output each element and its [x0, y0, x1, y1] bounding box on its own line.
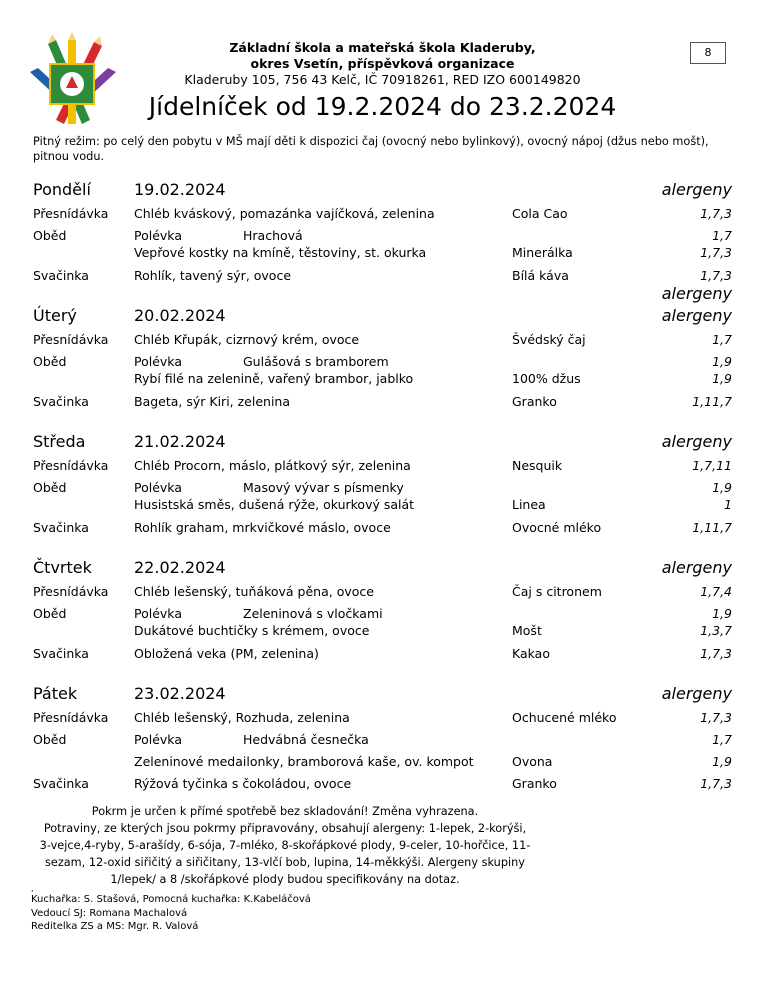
- allergen-heading: alergeny: [661, 684, 732, 703]
- footer-line: 1/lepek/ a 8 /skořápkové plody budou specifikovány na dotaz.: [110, 873, 460, 886]
- soup-label: Polévka: [134, 606, 182, 621]
- main-dish-allergens: 1,3,7: [700, 623, 732, 638]
- day-date: 21.02.2024: [134, 432, 226, 451]
- snack-pm-text: Obložená veka (PM, zelenina): [134, 646, 319, 661]
- snack-am-drink: Ochucené mléko: [512, 710, 617, 725]
- label-snack-am: Přesnídávka: [33, 206, 109, 221]
- label-snack-pm: Svačinka: [33, 394, 89, 409]
- snack-am-text: Chléb lešenský, tuňáková pěna, ovoce: [134, 584, 374, 599]
- staff-line: Kuchařka: S. Stašová, Pomocná kuchařka: K.Kabeláčová: [31, 894, 311, 905]
- school-subtitle: okres Vsetín, příspěvková organizace: [250, 56, 515, 71]
- main-dish-allergens: 1: [724, 497, 732, 512]
- label-lunch: Oběd: [33, 480, 67, 495]
- snack-am-drink: Cola Cao: [512, 206, 568, 221]
- day-name: Pondělí: [33, 180, 91, 199]
- main-dish-text: Vepřové kostky na kmíně, těstoviny, st. okurka: [134, 245, 427, 260]
- label-lunch: Oběd: [33, 606, 67, 621]
- snack-pm-text: Rohlík graham, mrkvičkové máslo, ovoce: [134, 520, 391, 535]
- day-name: Úterý: [33, 306, 77, 325]
- label-snack-pm: Svačinka: [33, 268, 89, 283]
- snack-am-text: Chléb Procorn, máslo, plátkový sýr, zelenina: [134, 458, 411, 473]
- main-dish-text: Rybí filé na zelenině, vařený brambor, jablko: [134, 371, 414, 386]
- snack-am-allergens: 1,7,3: [700, 710, 732, 725]
- soup-label: Polévka: [134, 354, 182, 369]
- label-snack-pm: Svačinka: [33, 520, 89, 535]
- main-dish-drink: Ovona: [512, 754, 553, 769]
- snack-am-drink: Čaj s citronem: [512, 584, 602, 599]
- day-date: 19.02.2024: [134, 180, 226, 199]
- snack-am-text: Chléb lešenský, Rozhuda, zelenina: [134, 710, 350, 725]
- school-name: Základní škola a mateřská škola Kladeruby,: [229, 40, 536, 55]
- snack-pm-drink: Granko: [512, 776, 557, 791]
- main-dish-allergens: 1,9: [712, 371, 732, 386]
- main-dish-text: Zeleninové medailonky, bramborová kaše, ov. kompot: [134, 754, 474, 769]
- label-lunch: Oběd: [33, 354, 67, 369]
- label-snack-am: Přesnídávka: [33, 458, 109, 473]
- snack-am-allergens: 1,7,3: [700, 206, 732, 221]
- allergen-heading: alergeny: [661, 558, 732, 577]
- day-date: 20.02.2024: [134, 306, 226, 325]
- day-name: Pátek: [33, 684, 78, 703]
- footer-line: Potraviny, ze kterých jsou pokrmy připravovány, obsahují alergeny: 1-lepek, 2-korýši,: [43, 822, 527, 835]
- soup-allergens: 1,9: [712, 480, 732, 495]
- snack-pm-allergens: 1,11,7: [692, 394, 732, 409]
- footer-line: sezam, 12-oxid siřičitý a siřičitany, 13-vlčí bob, lupina, 14-měkkýši. Alergeny skupiny: [44, 856, 525, 869]
- snack-pm-allergens: 1,7,3: [700, 268, 732, 283]
- main-dish-drink: 100% džus: [512, 371, 581, 386]
- main-dish-allergens: 1,7,3: [700, 245, 732, 260]
- main-dish-text: Dukátové buchtičky s krémem, ovoce: [134, 623, 370, 638]
- snack-am-allergens: 1,7,4: [700, 584, 732, 599]
- soup-name: Masový vývar s písmenky: [243, 480, 404, 495]
- main-dish-text: Husistská směs, dušená rýže, okurkový salát: [134, 497, 415, 512]
- snack-pm-allergens: 1,11,7: [692, 520, 732, 535]
- day-date: 23.02.2024: [134, 684, 226, 703]
- day-name: Čtvrtek: [33, 558, 92, 577]
- snack-pm-allergens: 1,7,3: [700, 646, 732, 661]
- label-snack-pm: Svačinka: [33, 776, 89, 791]
- soup-name: Gulášová s bramborem: [243, 354, 389, 369]
- soup-name: Zeleninová s vločkami: [243, 606, 383, 621]
- snack-am-drink: Švédský čaj: [512, 332, 586, 347]
- soup-allergens: 1,7: [712, 732, 732, 747]
- drinking-note: Pitný režim: po celý den pobytu v MŠ mají děti k dispozici čaj (ovocný nebo bylinkový), ovocný nápoj (džus nebo mošt), pitnou vodu.: [33, 135, 709, 163]
- snack-am-text: Chléb kváskový, pomazánka vajíčková, zelenina: [134, 206, 435, 221]
- snack-pm-drink: Granko: [512, 394, 557, 409]
- main-dish-drink: Mošt: [512, 623, 542, 638]
- soup-allergens: 1,7: [712, 228, 732, 243]
- footer-mark: ,: [31, 884, 34, 893]
- soup-label: Polévka: [134, 228, 182, 243]
- label-lunch: Oběd: [33, 732, 67, 747]
- allergen-heading: alergeny: [661, 432, 732, 451]
- soup-name: Hrachová: [243, 228, 303, 243]
- snack-pm-allergens: 1,7,3: [700, 776, 732, 791]
- soup-label: Polévka: [134, 732, 182, 747]
- day-date: 22.02.2024: [134, 558, 226, 577]
- main-dish-drink: Minerálka: [512, 245, 573, 260]
- allergen-heading-extra: alergeny: [661, 284, 732, 303]
- staff-line: Vedoucí SJ: Romana Machalová: [31, 907, 188, 919]
- day-name: Středa: [33, 432, 86, 451]
- snack-pm-drink: Ovocné mléko: [512, 520, 602, 535]
- snack-pm-text: Rýžová tyčinka s čokoládou, ovoce: [134, 776, 352, 791]
- snack-am-allergens: 1,7: [712, 332, 732, 347]
- school-address: Kladeruby 105, 756 43 Kelč, IČ 70918261, RED IZO 600149820: [184, 72, 581, 87]
- allergen-heading: alergeny: [661, 180, 732, 199]
- snack-am-text: Chléb Křupák, cizrnový krém, ovoce: [134, 332, 360, 347]
- staff-line: Reditelka ZS a MS: Mgr. R. Valová: [31, 921, 199, 932]
- snack-pm-text: Rohlík, tavený sýr, ovoce: [134, 268, 292, 283]
- snack-pm-text: Bageta, sýr Kiri, zelenina: [134, 394, 291, 409]
- footer-line: Pokrm je určen k přímé spotřebě bez skladování! Změna vyhrazena.: [91, 805, 479, 818]
- soup-allergens: 1,9: [712, 606, 732, 621]
- footer-line: 3-vejce,4-ryby, 5-arašídy, 6-sója, 7-mléko, 8-skořápkové plody, 9-celer, 10-hořčice, 11-: [39, 839, 531, 852]
- label-snack-pm: Svačinka: [33, 646, 89, 661]
- main-dish-allergens: 1,9: [712, 754, 732, 769]
- main-dish-drink: Linea: [512, 497, 546, 512]
- allergen-heading: alergeny: [661, 306, 732, 325]
- label-snack-am: Přesnídávka: [33, 584, 109, 599]
- snack-pm-drink: Bílá káva: [512, 268, 569, 283]
- page-title: Jídelníček od 19.2.2024 do 23.2.2024: [148, 92, 617, 121]
- soup-name: Hedvábná česnečka: [243, 732, 369, 747]
- snack-am-drink: Nesquik: [512, 458, 563, 473]
- soup-label: Polévka: [134, 480, 182, 495]
- soup-allergens: 1,9: [712, 354, 732, 369]
- label-snack-am: Přesnídávka: [33, 710, 109, 725]
- label-lunch: Oběd: [33, 228, 67, 243]
- page-number: 8: [690, 42, 726, 64]
- snack-am-allergens: 1,7,11: [692, 458, 732, 473]
- label-snack-am: Přesnídávka: [33, 332, 109, 347]
- snack-pm-drink: Kakao: [512, 646, 550, 661]
